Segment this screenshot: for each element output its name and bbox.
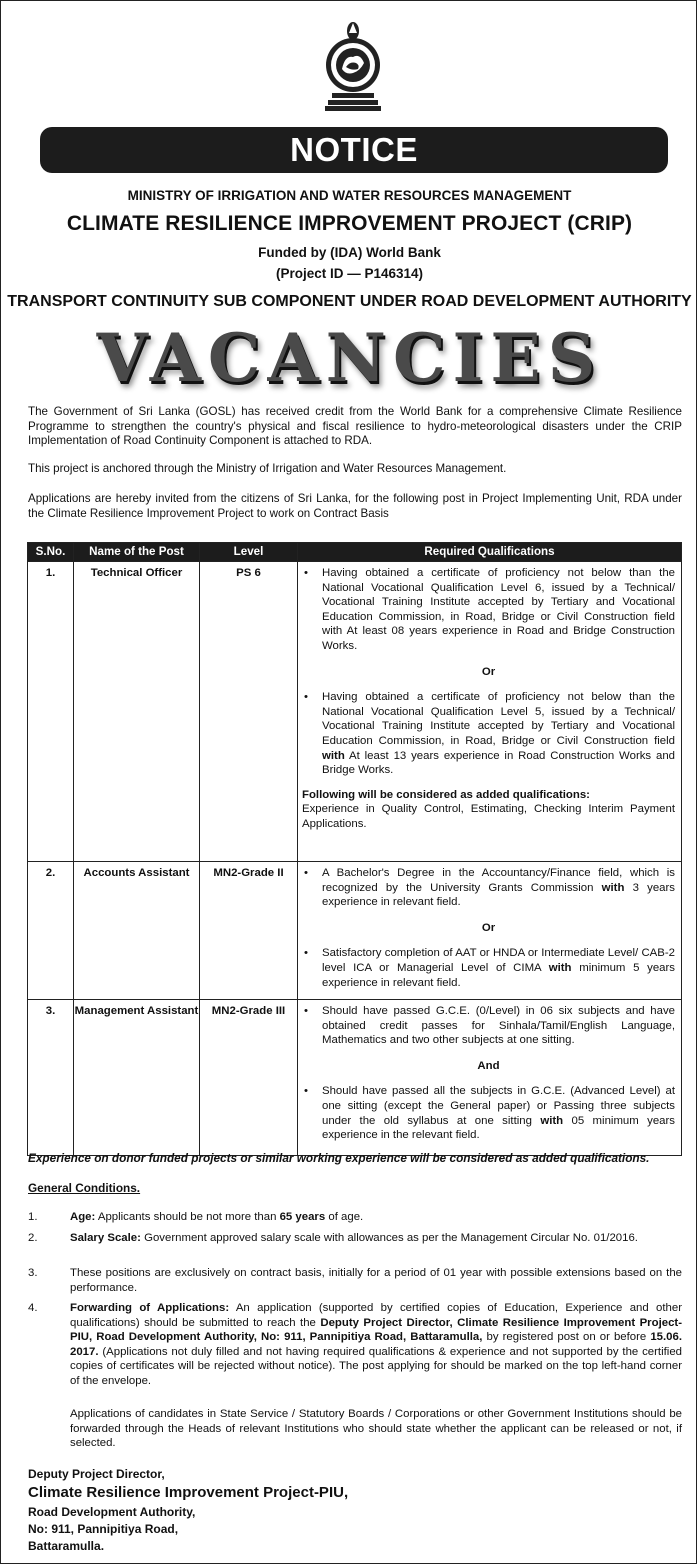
qualification-item: • Should have passed all the subjects in G.C.E. (Advanced Level) at one sitting (except the General paper) or Passing three subjects under the old syllabus at one sitting with 05 minimum years experience in the relevant field.: [304, 1085, 676, 1142]
table-row: [28, 562, 682, 862]
row-level: MN2-Grade III: [200, 1000, 298, 1156]
row-level: MN2-Grade II: [200, 862, 298, 1000]
signature-project: Climate Resilience Improvement Project-PIU,: [28, 1484, 349, 1501]
row-qualifications: [298, 562, 682, 862]
row-post: Technical Officer: [74, 562, 200, 862]
condition-item: 1. Age: Applicants should be not more than 65 years of age.: [28, 1211, 364, 1223]
qualification-item: • A Bachelor's Degree in the Accountancy/Finance field, which is recognized by the University Grants Commission with 3 years experience in relevant field.: [304, 867, 675, 909]
row-level: PS 6: [200, 562, 298, 862]
condition-item: Applications of candidates in State Service / Statutory Boards / Corporations or other Government Institutions should be forwarded through the Heads of relevant Institutions who should state whether the applicant can be released or not, if selected.: [70, 1408, 682, 1450]
table-row: [28, 1000, 682, 1156]
vacancies-title: VACANCIES: [96, 319, 603, 397]
ministry-heading: MINISTRY OF IRRIGATION AND WATER RESOURCES MANAGEMENT: [127, 188, 572, 203]
row-qualifications: [298, 1000, 682, 1156]
alternative-separator: And: [477, 1059, 500, 1072]
row-sno: 1.: [28, 562, 74, 862]
funding-line: Funded by (IDA) World Bank: [258, 245, 441, 260]
qualification-item: • Satisfactory completion of AAT or HNDA or Intermediate Level/ CAB-2 level ICA or Managerial Level of CIMA with minimum 5 years experience in relevant field.: [304, 947, 675, 989]
vacancies-table: [27, 542, 682, 1156]
qualification-item: • Should have passed G.C.E. (0/Level) in 06 six subjects and have obtained credit passes for Sinhala/Tamil/English Language, Mathematics and two other subjects at one sitting.: [304, 1005, 675, 1047]
signature-authority: Road Development Authority,: [28, 1505, 196, 1519]
row-post: Management Assistant: [74, 1000, 200, 1156]
added-qualifications-title: Following will be considered as added qualifications:: [302, 788, 590, 801]
qualification-item: • Having obtained a certificate of proficiency not below than the National Vocational Qualification Level 5, issued by a Technical/ Vocational Training Institute accepted by Tertiary and Vocational Education Commission, in Road, Bridge or Civil Construction field with At least 13 years experience in Road Construction Works and Bridge Works.: [304, 691, 675, 777]
intro-paragraph-2: This project is anchored through the Ministry of Irrigation and Water Resources Management.: [28, 462, 507, 475]
col-header-qualifications: Required Qualifications: [298, 543, 682, 562]
condition-item: 2. Salary Scale: Government approved salary scale with allowances as per the Management Circular No. 01/2016.: [28, 1232, 638, 1244]
col-header-post: Name of the Post: [74, 543, 200, 562]
row-post: Accounts Assistant: [74, 862, 200, 1000]
table-header-row: [28, 543, 682, 562]
added-qualifications-text: Experience in Quality Control, Estimating, Checking Interim Payment Applications.: [302, 803, 675, 830]
col-header-level: Level: [200, 543, 298, 562]
row-sno: 3.: [28, 1000, 74, 1156]
added-qualifications-note: Experience on donor funded projects or similar working experience will be considered as added qualifications.: [28, 1151, 650, 1165]
state-emblem-icon: [320, 19, 386, 112]
signature-address: No: 911, Pannipitiya Road,: [28, 1522, 179, 1536]
condition-item: 4. Forwarding of Applications: An application (supported by certified copies of Education, Experience and other qualifications) should be submitted to reach the Deputy Project Director, Climate Resilience Improvement Project-PIU, Road Development Authority, No: 911, Pannipitiya Road, Battaramulla, by registered post on or before 15.06. 2017. (Applications not duly filled and not having required qualifications & experience and not supported by the certified copies of certificates will be rejected without notice). The post applying for should be marked on the top left-hand corner of the envelope.: [28, 1302, 683, 1387]
project-heading: CLIMATE RESILIENCE IMPROVEMENT PROJECT (CRIP): [66, 212, 633, 235]
table-row: [28, 862, 682, 1000]
row-sno: 2.: [28, 862, 74, 1000]
signature-title: Deputy Project Director,: [28, 1467, 165, 1481]
intro-paragraph-3: Applications are hereby invited from the citizens of Sri Lanka, for the following post in Project Implementing Unit, RDA under the Climate Resilience Improvement Project to work on Contract Basis: [28, 492, 682, 520]
alternative-separator: Or: [481, 665, 496, 678]
general-conditions-title: General Conditions.: [28, 1181, 141, 1195]
intro-paragraph-1: The Government of Sri Lanka (GOSL) has received credit from the World Bank for a comprehensive Climate Resilience Programme to strengthen the country's physical and fiscal resilience to hydro-meteorological disasters under the CRIP Implementation of Road Continuity Component is attached to RDA.: [28, 405, 682, 448]
qualification-item: • Having obtained a certificate of proficiency not below than the National Vocational Qualification Level 6, issued by a Technical/ Vocational Training Institute accepted by Tertiary and Vocational Education Commission, in Road, Bridge or Civil Construction field with At least 08 years experience in Road and Bridge Construction Works.: [304, 567, 675, 652]
alternative-separator: Or: [481, 921, 496, 934]
subcomponent-heading: TRANSPORT CONTINUITY SUB COMPONENT UNDER ROAD DEVELOPMENT AUTHORITY: [7, 293, 692, 310]
col-header-sno: S.No.: [28, 543, 74, 562]
project-id-line: (Project ID — P146314): [275, 266, 424, 281]
signature-city: Battaramulla.: [28, 1539, 105, 1553]
notice-banner: NOTICE: [40, 127, 668, 173]
condition-item: 3. These positions are exclusively on contract basis, initially for a period of 01 year with possible extensions based on the performance.: [28, 1267, 682, 1294]
row-qualifications: [298, 862, 682, 1000]
